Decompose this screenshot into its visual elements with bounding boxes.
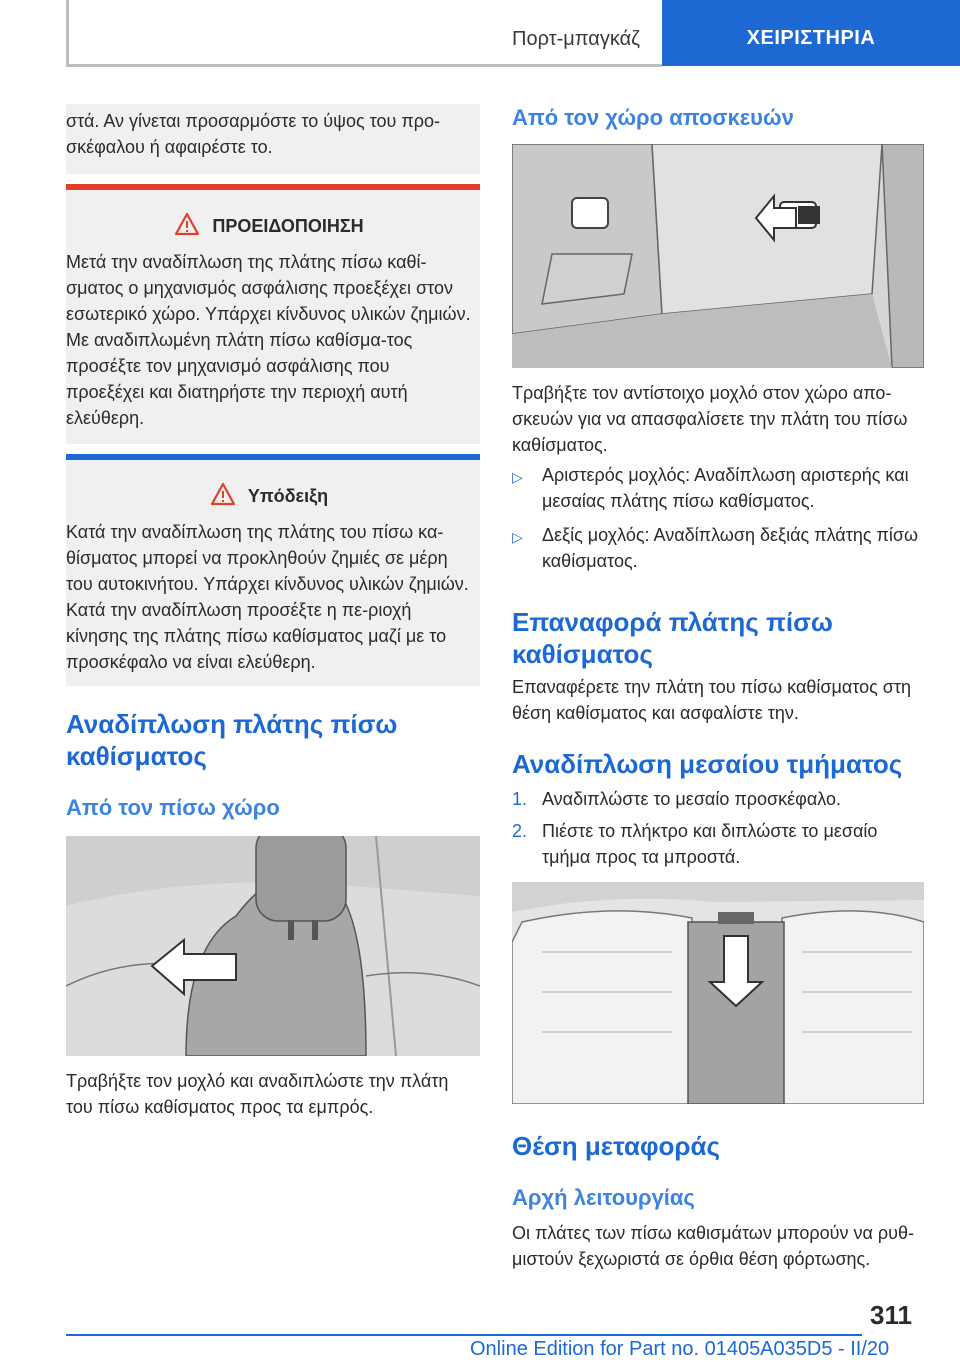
note-text: Κατά την αναδίπλωση της πλάτης του πίσω κα-θίσματος μπορεί να προκληθούν ζημιές σε μέρη του αυτοκινήτου. Υπάρχει κίνδυνος υλικών ζημιών. Κατά την αναδίπλωση προσέξτε η πε-ριοχή κίνησης της πλάτης πίσω καθίσματος μαζί με το προσκέφαλο να είναι ελεύθερη. — [66, 522, 469, 672]
footer-edition: Online Edition for Part no. 01405A035D5 - II/20 — [470, 1338, 890, 1360]
principle-text: Οι πλάτες των πίσω καθισμάτων μπορούν να ρυθ-μιστούν ξεχωριστά σε όρθια θέση φόρτωσης. — [512, 1223, 914, 1269]
warning-text: Μετά την αναδίπλωση της πλάτης πίσω καθί-σματος ο μηχανισμός ασφάλισης προεξέχει στον εσωτερικό χώρο. Υπάρχει κίνδυνος υλικών ζημιών. Με αναδιπλωμένη πλάτη πίσω καθίσμα-τος προσέξτε τον μηχανισμό ασφάλισης που προεξέχει και διατηρήστε την περιοχή αυτή ελεύθερη. — [66, 252, 471, 428]
header-rule — [66, 0, 69, 66]
list-item-text: Δεξίς μοχλός: Αναδίπλωση δεξιάς πλάτης πίσω καθίσματος. — [542, 525, 919, 571]
step-item — [512, 818, 924, 870]
left-column — [66, 104, 480, 1117]
note-box — [66, 454, 480, 686]
heading-fold-backrest: Αναδίπλωση πλάτης πίσω καθίσματος — [66, 709, 398, 771]
subheading-principle: Αρχή λειτουργίας — [512, 1185, 695, 1210]
list-item — [512, 522, 924, 574]
trunk-lever-illustration — [512, 144, 924, 368]
rear-instructions: Τραβήξτε τον μοχλό και αναδιπλώστε την πλάτη του πίσω καθίσματος προς τα εμπρός. — [66, 1071, 449, 1117]
trunk-instructions: Τραβήξτε τον αντίστοιχο μοχλό στον χώρο απο-σκευών για να απασφαλίσετε την πλάτη του πίσω καθίσματος. — [512, 383, 908, 455]
list-item — [512, 462, 924, 514]
rear-seat-lever-illustration — [66, 836, 480, 1056]
heading-restore-backrest: Επαναφορά πλάτης πίσω καθίσματος — [512, 607, 833, 669]
header-bottom-rule — [66, 64, 662, 67]
warning-triangle-icon — [174, 212, 200, 241]
list-item-text: Αριστερός μοχλός: Αναδίπλωση αριστερής και μεσαίας πλάτης πίσω καθίσματος. — [542, 465, 909, 511]
triangle-bullet-icon: ▷ — [512, 529, 523, 545]
note-title — [66, 482, 472, 511]
restore-instructions: Επαναφέρετε την πλάτη του πίσω καθίσματος στη θέση καθίσματος και ασφαλίστε την. — [512, 677, 912, 723]
note-triangle-icon — [210, 482, 236, 511]
note-title-text: Υπόδειξη — [247, 486, 329, 506]
step-text: Αναδιπλώστε το μεσαίο προσκέφαλο. — [542, 789, 841, 809]
warning-title-text: ΠΡΟΕΙΔΟΠΟΙΗΣΗ — [212, 216, 364, 236]
continuation-box — [66, 104, 480, 174]
step-item — [512, 786, 924, 812]
steps-list — [512, 786, 924, 870]
heading-fold-middle: Αναδίπλωση μεσαίου τμήματος — [512, 749, 903, 779]
middle-section-illustration — [512, 882, 924, 1104]
lever-list — [512, 462, 924, 574]
step-number: 2. — [512, 821, 528, 841]
continuation-text: στά. Αν γίνεται προσαρμόστε το ύψος του προ-σκέφαλου ή αφαιρέστε το. — [66, 111, 441, 157]
header-chapter-tab: ΧΕΙΡΙΣΤΗΡΙΑ — [662, 0, 960, 66]
footer-rule — [66, 1334, 862, 1336]
header-section-title: Πορτ-μπαγκάζ — [512, 28, 640, 50]
subheading-from-trunk: Από τον χώρο αποσκευών — [512, 105, 794, 130]
subheading-from-rear: Από τον πίσω χώρο — [66, 795, 280, 820]
triangle-bullet-icon: ▷ — [512, 469, 523, 485]
warning-title — [66, 212, 472, 241]
page-number: 311 — [870, 1300, 912, 1330]
heading-cargo-position: Θέση μεταφοράς — [512, 1131, 721, 1161]
warning-box — [66, 184, 480, 444]
step-number: 1. — [512, 789, 528, 809]
step-text: Πιέστε το πλήκτρο και διπλώστε το μεσαίο τμήμα προς τα μπροστά. — [542, 821, 878, 867]
